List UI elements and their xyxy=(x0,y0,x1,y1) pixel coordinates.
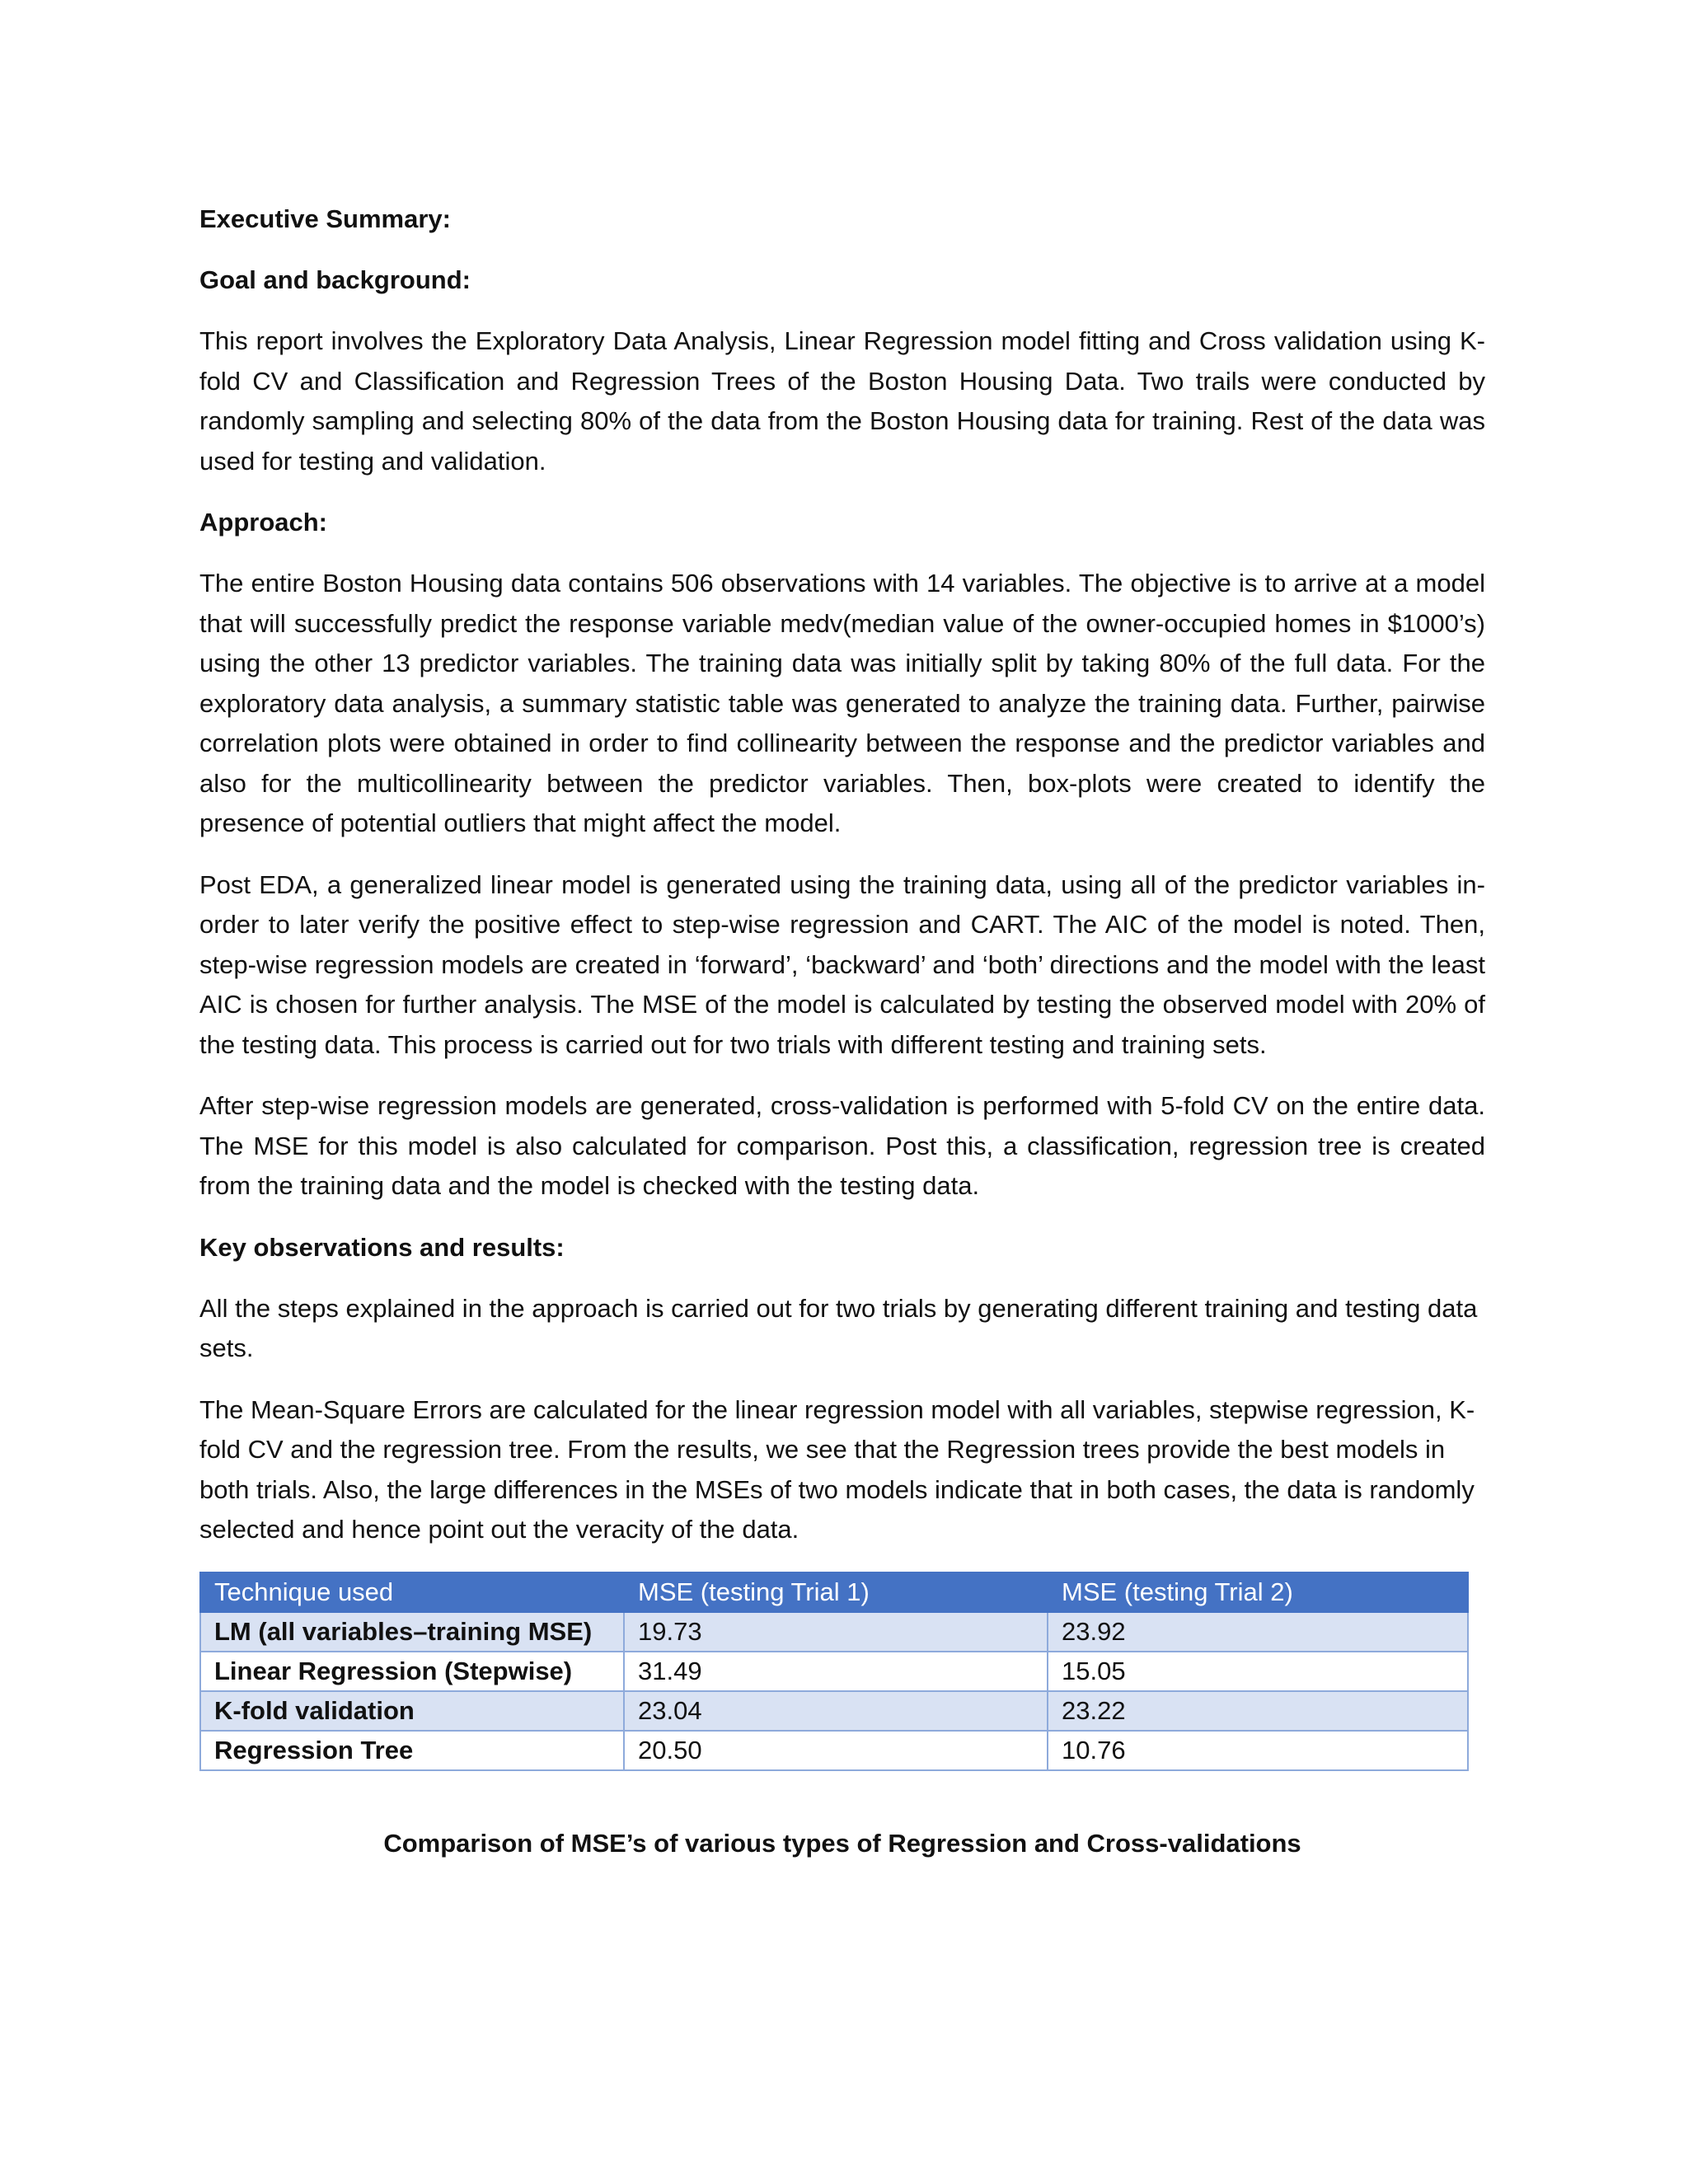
results-paragraph-1: All the steps explained in the approach is carried out for two trials by generating different training and testing data sets. xyxy=(199,1293,1478,1362)
goal-heading: Goal and background: xyxy=(199,265,471,294)
approach-heading: Approach: xyxy=(199,508,327,537)
executive-summary-heading: Executive Summary: xyxy=(199,204,451,233)
table-row xyxy=(200,1731,1468,1770)
results-paragraph-2: The Mean-Square Errors are calculated for the linear regression model with all variables, stepwise regression, K-fold CV and the regression tree. From the results, we see that the Regression trees provide the best models in both trials. Also, the large differences in the MSEs of two models indicate that in both cases, the data is randomly selected and hence point out the veracity of the data. xyxy=(199,1394,1475,1544)
table-row xyxy=(200,1612,1468,1652)
table-caption: Comparison of MSE’s of various types of Regression and Cross-validations xyxy=(383,1828,1301,1858)
approach-paragraph-2: Post EDA, a generalized linear model is generated using the training data, using all of the predictor variables in-order to later verify the positive effect to step-wise regression and CART. The AIC of the model is noted. Then, step-wise regression models are created in ‘forward’, ‘backward’ and ‘both’ directions and the model with the least AIC is chosen for further analysis. The MSE of the model is calculated by testing the observed model with 20% of the testing data. This process is carried out for two trials with different testing and training sets. xyxy=(199,869,1485,1059)
approach-paragraph-1: The entire Boston Housing data contains 506 observations with 14 variables. The objective is to arrive at a model that will successfully predict the response variable medv(median value of the owner-occupied homes in $1000’s) using the other 13 predictor variables. The training data was initially split by taking 80% of the full data. For the exploratory data analysis, a summary statistic table was generated to analyze the training data. Further, pairwise correlation plots were obtained in order to find collinearity between the response and the predictor variables and also for the multicollinearity between the predictor variables. Then, box-plots were created to identify the presence of potential outliers that might affect the model. xyxy=(199,569,1485,837)
trial-2-cell: 10.76 xyxy=(1048,1731,1468,1770)
table-row xyxy=(200,1652,1468,1691)
trial-1-cell: 19.73 xyxy=(624,1612,1048,1652)
key-observations-heading: Key observations and results: xyxy=(199,1232,565,1262)
technique-cell: Linear Regression (Stepwise) xyxy=(200,1652,624,1691)
technique-cell: K-fold validation xyxy=(200,1691,624,1731)
approach-paragraph-3: After step-wise regression models are generated, cross-validation is performed with 5-fold CV on the entire data. The MSE for this model is also calculated for comparison. Post this, a classification, regression tree is created from the training data and the model is checked with the testing data. xyxy=(199,1091,1485,1200)
technique-cell: Regression Tree xyxy=(200,1731,624,1770)
trial-1-cell: 31.49 xyxy=(624,1652,1048,1691)
table-row xyxy=(200,1691,1468,1731)
trial-2-cell: 15.05 xyxy=(1048,1652,1468,1691)
table-header-technique: Technique used xyxy=(200,1572,624,1612)
trial-1-cell: 20.50 xyxy=(624,1731,1048,1770)
trial-1-cell: 23.04 xyxy=(624,1691,1048,1731)
goal-paragraph: This report involves the Exploratory Data Analysis, Linear Regression model fitting and Cross validation using K-fold CV and Classification and Regression Trees of the Boston Housing Data. Two trails were conducted by randomly sampling and selecting 80% of the data from the Boston Housing data for training. Rest of the data was used for testing and validation. xyxy=(199,326,1485,476)
table-header-row xyxy=(200,1572,1468,1612)
table-header-trial-2: MSE (testing Trial 2) xyxy=(1048,1572,1468,1612)
trial-2-cell: 23.92 xyxy=(1048,1612,1468,1652)
trial-2-cell: 23.22 xyxy=(1048,1691,1468,1731)
mse-comparison-table xyxy=(199,1572,1469,1771)
technique-cell: LM (all variables–training MSE) xyxy=(200,1612,624,1652)
table-header-trial-1: MSE (testing Trial 1) xyxy=(624,1572,1048,1612)
document-page xyxy=(199,199,1485,1858)
